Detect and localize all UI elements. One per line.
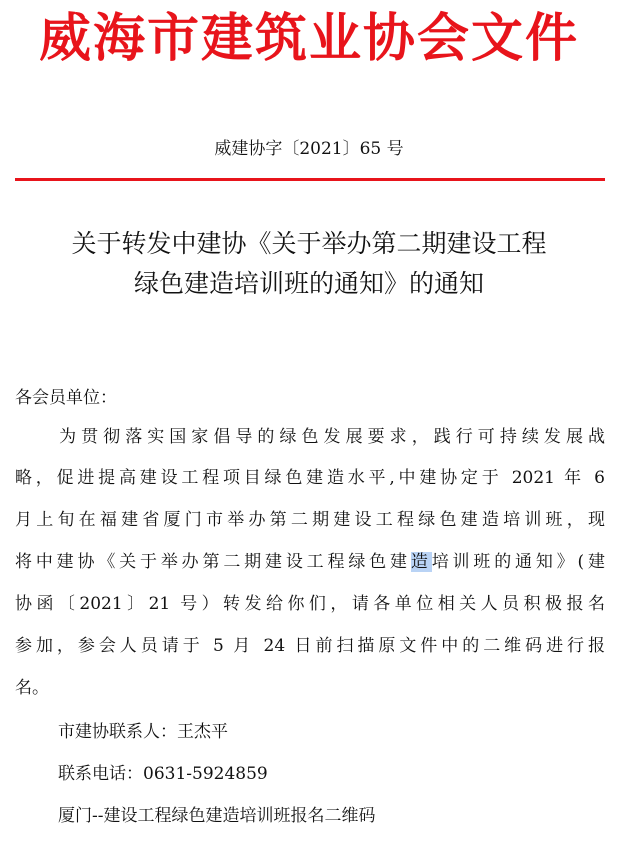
paragraph-line-7: 名。 <box>15 678 49 698</box>
paragraph-line-4-start: 将中建协《关于举办第二期建设工程绿色建 <box>15 552 411 572</box>
paragraph-line-1: 为贯彻落实国家倡导的绿色发展要求，践行可持续发展战 <box>15 427 605 447</box>
notice-title-line-1: 关于转发中建协《关于举办第二期建设工程 <box>71 229 547 258</box>
contact-phone: 联系电话：0631-5924859 <box>58 764 268 784</box>
red-divider-line <box>15 178 605 181</box>
paragraph-line-4[interactable] <box>15 550 605 574</box>
paragraph-line-5: 协函〔2021〕21 号）转发给你们，请各单位相关人员积极报名 <box>15 594 605 614</box>
notice-title-line-2: 绿色建造培训班的通知》的通知 <box>133 269 484 298</box>
text-selection-highlight[interactable]: 造 <box>410 552 432 572</box>
paragraph-line-3: 月上旬在福建省厦门市举办第二期建设工程绿色建造培训班，现 <box>15 510 605 530</box>
salutation: 各会员单位： <box>15 388 117 408</box>
document-header-title: 威海市建筑业协会文件 <box>38 9 579 69</box>
notice-title <box>0 224 618 304</box>
contact-person: 市建协联系人：王杰平 <box>58 722 228 742</box>
paragraph-line-6: 参加，参会人员请于 5 月 24 日前扫描原文件中的二维码进行报 <box>15 636 605 656</box>
paragraph-line-2: 略，促进提高建设工程项目绿色建造水平,中建协定于 2021 年 6 <box>15 468 605 488</box>
document-number: 威建协字〔2021〕65 号 <box>214 139 404 159</box>
qr-code-note: 厦门--建设工程绿色建造培训班报名二维码 <box>58 806 376 826</box>
paragraph-line-4-end: 培训班的通知》(建 <box>431 552 606 572</box>
